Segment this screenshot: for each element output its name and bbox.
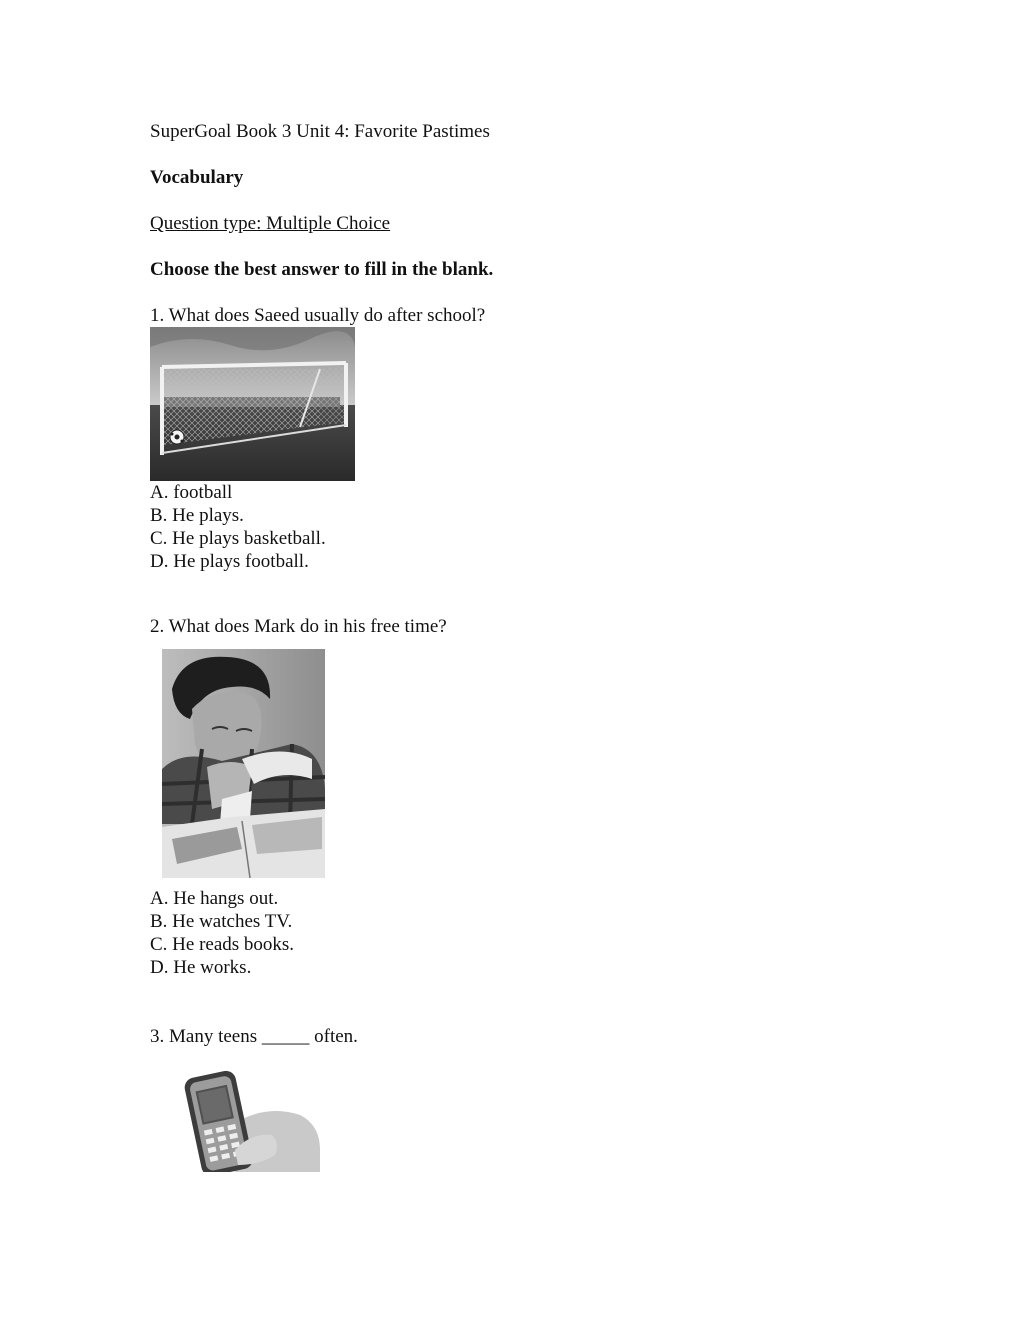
option-c[interactable]: C. He plays basketball. <box>150 528 326 549</box>
instruction-text: Choose the best answer to fill in the blank. <box>150 259 494 280</box>
option-a[interactable]: A. football <box>150 482 233 503</box>
mobile-phone-image <box>180 1065 320 1172</box>
option-b[interactable]: B. He watches TV. <box>150 911 293 932</box>
football-goal-image <box>150 327 355 481</box>
question-3-prompt: 3. Many teens _____ often. <box>150 1026 358 1047</box>
question-1-options <box>150 481 326 573</box>
worksheet-title: SuperGoal Book 3 Unit 4: Favorite Pastimes <box>150 121 490 142</box>
question-2-options <box>150 887 294 979</box>
question-2-prompt: 2. What does Mark do in his free time? <box>150 616 447 637</box>
option-d[interactable]: D. He works. <box>150 957 252 978</box>
boy-reading-image <box>162 649 325 878</box>
question-1-prompt: 1. What does Saeed usually do after school? <box>150 305 486 326</box>
option-d[interactable]: D. He plays football. <box>150 551 309 572</box>
option-c[interactable]: C. He reads books. <box>150 934 295 955</box>
worksheet-page <box>150 0 910 1320</box>
option-a[interactable]: A. He hangs out. <box>150 888 279 909</box>
option-b[interactable]: B. He plays. <box>150 505 244 526</box>
question-type-label: Question type: Multiple Choice <box>150 213 391 234</box>
section-heading: Vocabulary <box>150 167 244 188</box>
